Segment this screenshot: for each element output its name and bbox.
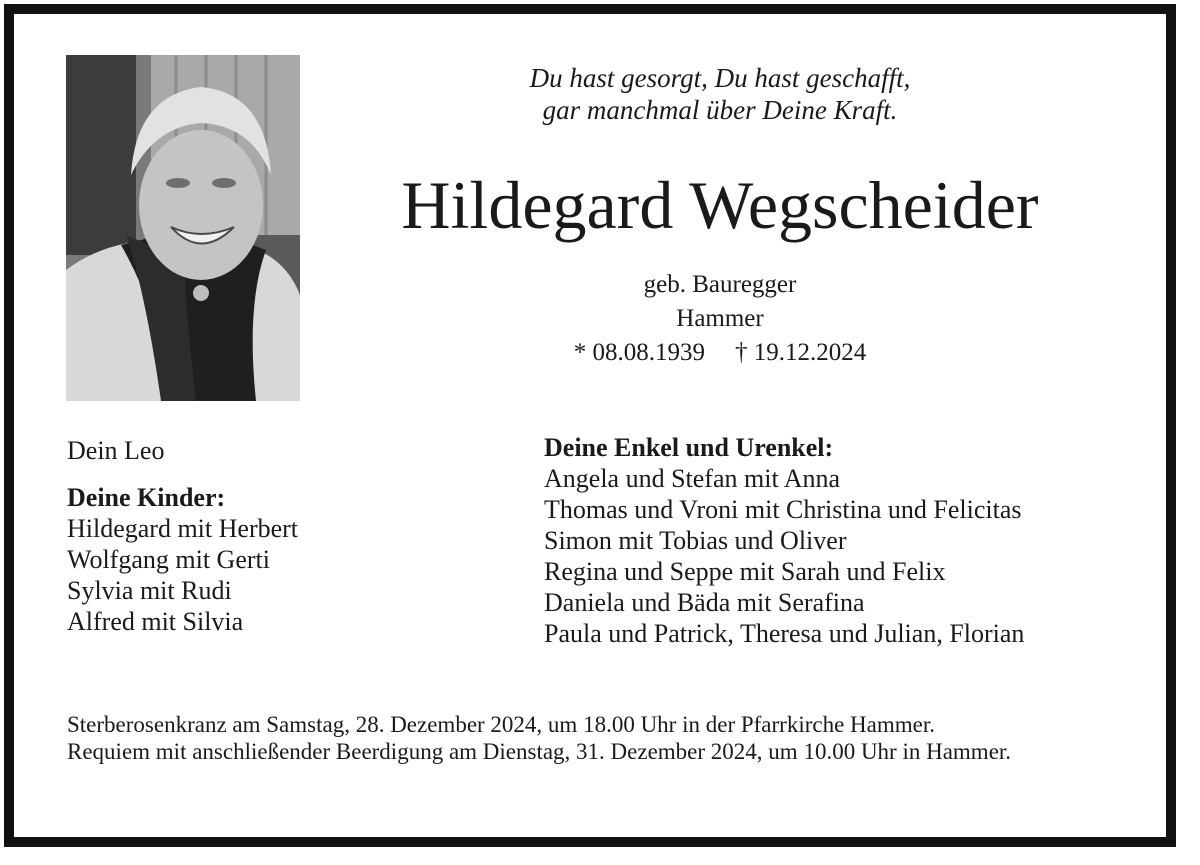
grandchildren-heading: Deine Enkel und Urenkel: xyxy=(544,433,834,462)
mourners-right-column xyxy=(544,432,1144,649)
verse-line-1: Du hast gesorgt, Du hast geschafft, xyxy=(529,63,911,93)
child-entry: Alfred mit Silvia xyxy=(67,607,244,636)
grandchild-entry: Thomas und Vroni mit Christina und Felicitas xyxy=(544,495,1022,524)
service-notice xyxy=(67,711,1107,765)
portrait-photo xyxy=(66,55,300,401)
child-entry: Wolfgang mit Gerti xyxy=(67,545,270,574)
memorial-verse xyxy=(420,62,1020,126)
child-entry: Hildegard mit Herbert xyxy=(67,514,299,543)
grandchild-entry: Daniela und Bäda mit Serafina xyxy=(544,588,865,617)
residence-place: Hammer xyxy=(676,305,764,332)
life-details xyxy=(520,268,920,370)
children-heading: Deine Kinder: xyxy=(67,483,226,512)
grandchild-entry: Regina und Seppe mit Sarah und Felix xyxy=(544,557,946,586)
mourners-left-column xyxy=(67,435,487,637)
life-dates xyxy=(520,336,920,370)
deceased-name: Hildegard Wegscheider xyxy=(401,167,1039,243)
rosary-notice: Sterberosenkranz am Samstag, 28. Dezember 2024, um 18.00 Uhr in der Pfarrkirche Hammer. xyxy=(67,712,935,737)
grandchild-entry: Paula und Patrick, Theresa und Julian, Florian xyxy=(544,619,1025,648)
birth-name: geb. Bauregger xyxy=(643,271,797,298)
birth-date: * 08.08.1939 xyxy=(573,339,705,366)
grandchild-entry: Angela und Stefan mit Anna xyxy=(544,464,841,493)
grandchild-entry: Simon mit Tobias und Oliver xyxy=(544,526,847,555)
requiem-notice: Requiem mit anschließender Beerdigung am Dienstag, 31. Dezember 2024, um 10.00 Uhr in Hammer. xyxy=(67,739,1012,764)
death-date: † 19.12.2024 xyxy=(735,339,867,366)
child-entry: Sylvia mit Rudi xyxy=(67,576,232,605)
verse-line-2: gar manchmal über Deine Kraft. xyxy=(542,95,898,125)
partner-name: Dein Leo xyxy=(67,436,165,465)
